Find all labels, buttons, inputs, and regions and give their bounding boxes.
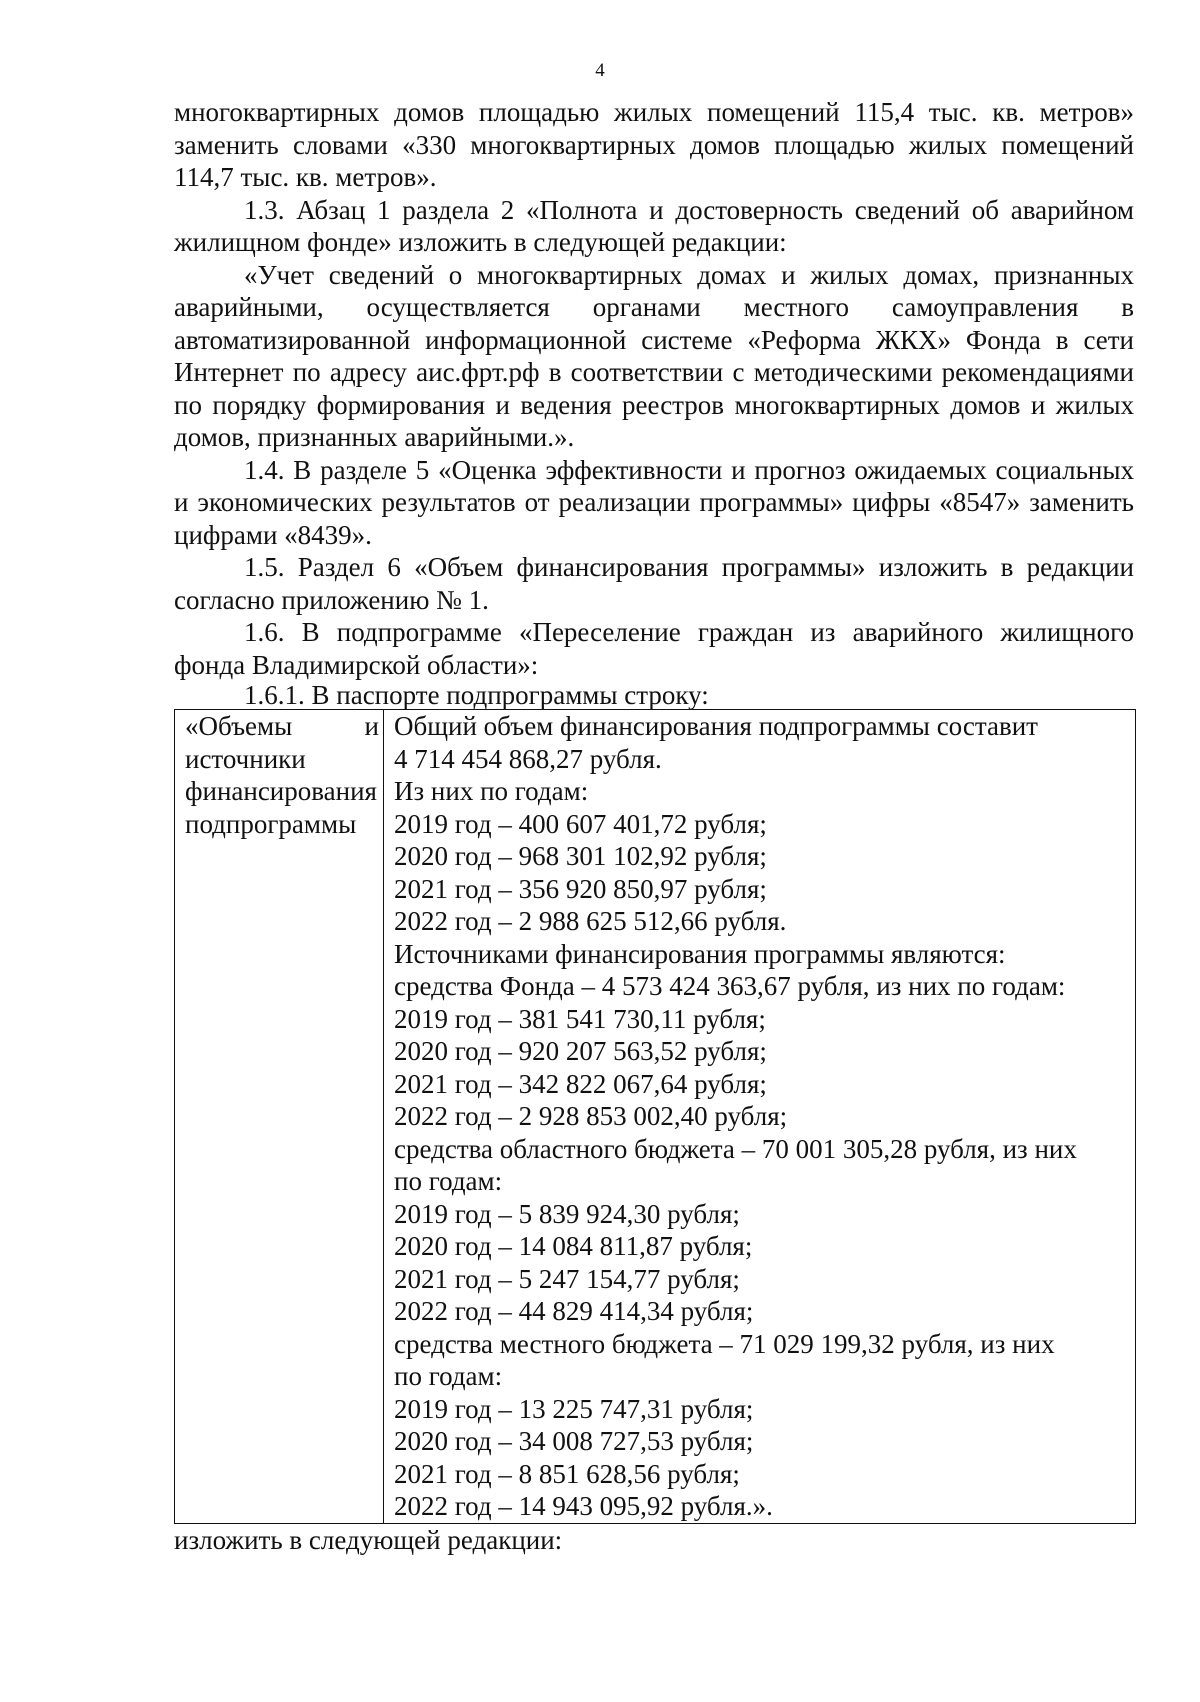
financing-line: Общий объем финансирования подпрограммы составит <box>394 711 1038 741</box>
label-line: источники <box>185 743 306 774</box>
label-line: подпрограммы <box>185 808 357 839</box>
financing-line: 2020 год – 920 207 563,52 рубля; <box>394 1036 767 1066</box>
passport-table <box>174 709 1136 1524</box>
financing-line: Из них по годам: <box>394 776 589 806</box>
financing-line: 2021 год – 5 247 154,77 рубля; <box>394 1263 740 1294</box>
financing-line: 2022 год – 2 988 625 512,66 рубля. <box>394 906 787 936</box>
financing-line: 2021 год – 342 822 067,64 рубля; <box>394 1068 767 1099</box>
financing-line: 2019 год – 400 607 401,72 рубля; <box>394 808 767 839</box>
financing-line: Источниками финансирования программы являются: <box>394 938 1006 969</box>
financing-line: 2022 год – 2 928 853 002,40 рубля; <box>394 1101 788 1131</box>
financing-line: 2021 год – 8 851 628,56 рубля; <box>394 1458 740 1489</box>
financing-line: 2020 год – 968 301 102,92 рубля; <box>394 841 767 871</box>
financing-line: 2021 год – 356 920 850,97 рубля; <box>394 873 767 904</box>
paragraph-1-6-1: 1.6.1. В паспорте подпрограммы строку: <box>244 680 709 710</box>
financing-line: по годам: <box>394 1166 503 1196</box>
document-body <box>174 96 1134 1556</box>
label-line: финансирования <box>185 776 377 806</box>
label-line <box>185 710 379 743</box>
paragraph-1-6: 1.6. В подпрограмме «Переселение граждан из аварийного жилищного фонда Владимирской области»: <box>174 617 1134 680</box>
paragraph-1-3: 1.3. Абзац 1 раздела 2 «Полнота и достоверность сведений об аварийном жилищном фонде» изложить в следующей редакции: <box>174 194 1134 257</box>
paragraph-1-5: 1.5. Раздел 6 «Объем финансирования программы» изложить в редакции согласно приложению № 1. <box>174 552 1134 615</box>
label-word: «Объемы <box>185 711 293 741</box>
financing-line: 2020 год – 14 084 811,87 рубля; <box>394 1231 753 1261</box>
table-cell-financing <box>384 710 1136 1524</box>
financing-line: 2022 год – 44 829 414,34 рубля; <box>394 1296 754 1326</box>
label-conjunction: и <box>364 711 379 741</box>
financing-line: средства Фонда – 4 573 424 363,67 рубля, из них по годам: <box>394 971 1066 1001</box>
financing-line: 2019 год – 381 541 730,11 рубля; <box>394 1003 766 1034</box>
page-number: 4 <box>595 60 605 81</box>
financing-line: 4 714 454 868,27 рубля. <box>394 743 662 774</box>
closing-line: изложить в следующей редакции: <box>174 1524 563 1555</box>
financing-line: по годам: <box>394 1361 503 1391</box>
paragraph-1-4: 1.4. В разделе 5 «Оценка эффективности и прогноз ожидаемых социальных и экономических результатов от реализации программы» цифры «8547» заменить цифрами «8439». <box>174 454 1134 550</box>
financing-line: 2019 год – 13 225 747,31 рубля; <box>394 1393 754 1424</box>
financing-line: средства областного бюджета – 70 001 305,28 рубля, из них <box>394 1133 1077 1164</box>
paragraph-quote-accounting: «Учет сведений о многоквартирных домах и жилых домах, признанных аварийными, осуществляется органами местного самоуправления в автоматизированной информационной системе «Реформа ЖКХ» Фонда в сети Интернет по адресу аис.фрт.рф в соответствии с методическими рекомендациями по порядку формирования и ведения реестров многоквартирных домов и жилых домов, признанных аварийными.». <box>174 259 1134 452</box>
paragraph-continuation: многоквартирных домов площадью жилых помещений 115,4 тыс. кв. метров» заменить словами «330 многоквартирных домов площадью жилых помещений 114,7 тыс. кв. метров». <box>174 97 1134 192</box>
financing-line: 2019 год – 5 839 924,30 рубля; <box>394 1198 740 1229</box>
table-cell-label <box>175 710 384 1524</box>
financing-line: средства местного бюджета – 71 029 199,32 рубля, из них <box>394 1328 1055 1359</box>
table-row <box>175 710 1136 1524</box>
financing-line: 2022 год – 14 943 095,92 рубля.». <box>394 1491 773 1521</box>
financing-line: 2020 год – 34 008 727,53 рубля; <box>394 1426 754 1456</box>
